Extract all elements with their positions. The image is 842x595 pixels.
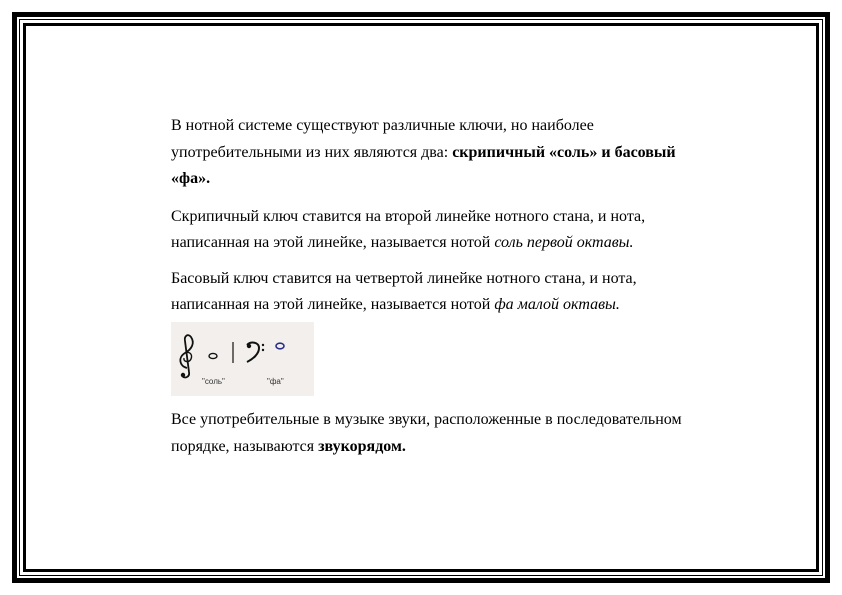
treble-clef-icon [180, 335, 192, 377]
paragraph-text: Скрипичный ключ ставится на второй линейке нотного стана, и нота, написанная на этой линейке, называется нотой [171, 207, 646, 251]
paragraph-scale [171, 407, 711, 460]
paragraph-italic-text: соль первой октавы. [494, 234, 634, 251]
bass-clef-icon [247, 343, 264, 362]
paragraph-clefs-intro [171, 113, 711, 193]
paragraph-text: В нотной системе существуют различные ключи, но наиболее употребительными из них являются два: [171, 117, 594, 161]
text-body [171, 113, 711, 319]
bass-note-icon [276, 343, 284, 349]
paragraph-text: Басовый ключ ставится на четвертой линейке нотного стана, и нота, написанная на этой линейке, называется нотой [171, 269, 637, 313]
text-body-continued [171, 407, 711, 460]
bass-caption: "фа" [267, 377, 284, 386]
treble-caption: "соль" [202, 377, 225, 386]
paragraph-text: Все употребительные в музыке звуки, расположенные в последовательном порядке, называются [171, 411, 682, 455]
paragraph-italic-text: фа малой октавы. [494, 296, 620, 313]
paragraph-treble-clef [171, 204, 711, 257]
paragraph-bass-clef [171, 266, 711, 319]
clefs-figure [171, 322, 314, 396]
paragraph-bold-text: звукорядом. [318, 437, 406, 455]
treble-note-icon [209, 353, 217, 358]
paragraph-bold-text: скрипичный «соль» и басовый «фа». [171, 143, 676, 187]
